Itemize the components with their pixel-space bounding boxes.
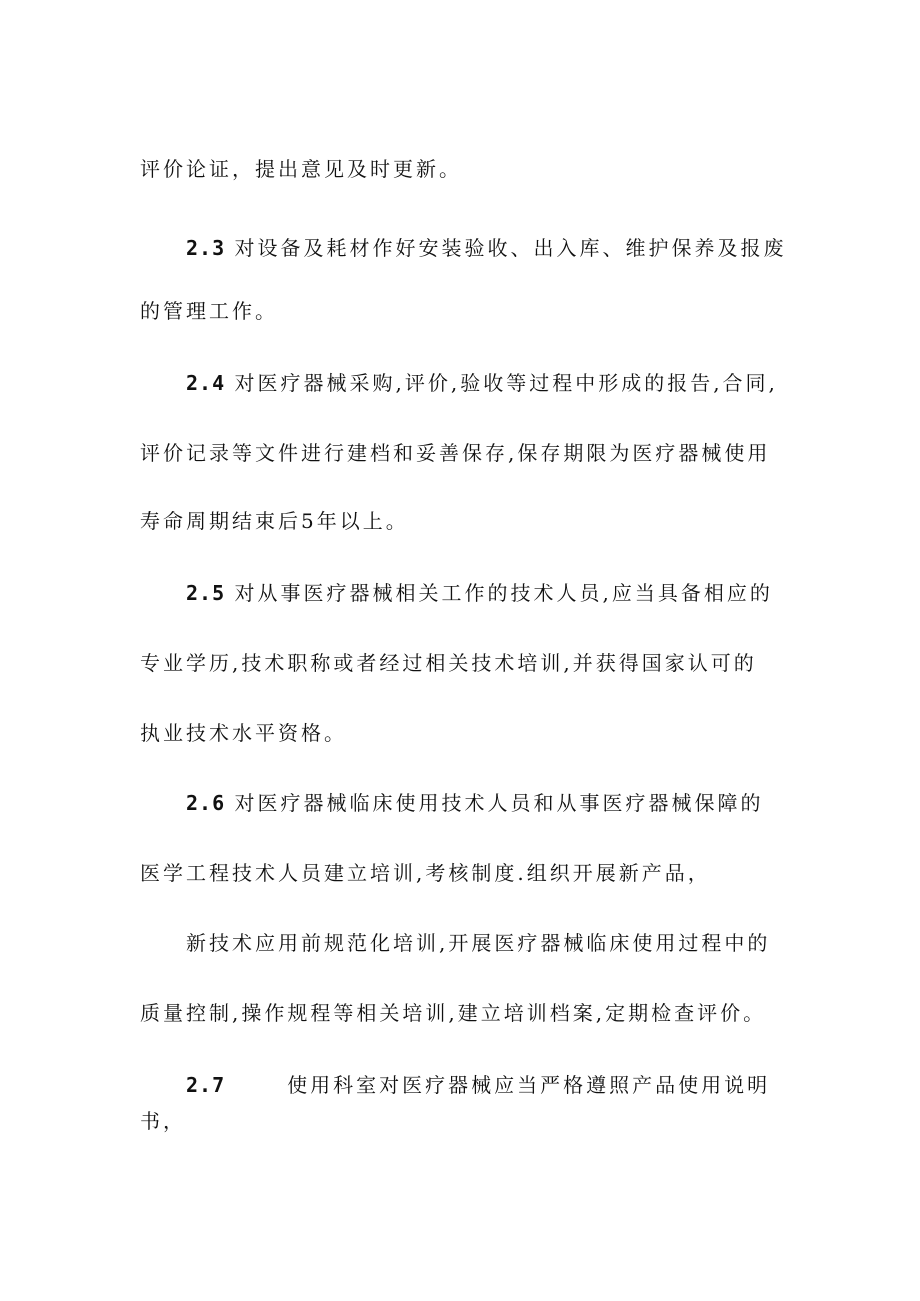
text-line — [140, 295, 920, 327]
text-line — [140, 647, 920, 679]
section-number: 2.7 — [186, 1073, 226, 1097]
line-text: 寿命周期结束后5年以上。 — [140, 509, 409, 533]
line-text: 对医疗器械临床使用技术人员和从事医疗器械保障的 — [234, 791, 764, 815]
text-line — [140, 505, 920, 537]
line-text: 对医疗器械采购,评价,验收等过程中形成的报告,合同, — [234, 371, 778, 395]
text-line — [140, 1105, 920, 1137]
text-line — [140, 437, 920, 469]
text-line — [140, 153, 920, 185]
line-text: 评价论证，提出意见及时更新。 — [140, 157, 462, 181]
text-line — [140, 857, 920, 889]
line-text: 专业学历,技术职称或者经过相关技术培训,并获得国家认可的 — [140, 651, 757, 675]
text-line — [186, 927, 920, 959]
line-text: 对设备及耗材作好安装验收、出入库、维护保养及报废 — [234, 236, 787, 260]
line-text: 书， — [140, 1109, 186, 1133]
line-text: 使用科室对医疗器械应当严格遵照产品使用说明 — [287, 1073, 771, 1097]
line-text: 医学工程技术人员建立培训,考核制度.组织开展新产品， — [140, 861, 711, 885]
paragraph-2-7 — [186, 1069, 920, 1101]
section-number: 2.5 — [186, 581, 226, 605]
line-text: 执业技术水平资格。 — [140, 721, 347, 745]
paragraph-2-3 — [186, 232, 920, 264]
line-text: 新技术应用前规范化培训,开展医疗器械临床使用过程中的 — [186, 931, 771, 955]
line-text: 对从事医疗器械相关工作的技术人员,应当具备相应的 — [234, 581, 773, 605]
section-number: 2.4 — [186, 371, 226, 395]
text-line — [140, 997, 920, 1029]
paragraph-2-6 — [186, 787, 920, 819]
line-text: 的管理工作。 — [140, 299, 278, 323]
line-text: 评价记录等文件进行建档和妥善保存,保存期限为医疗器械使用 — [140, 441, 771, 465]
text-line — [140, 717, 920, 749]
paragraph-2-4 — [186, 367, 920, 399]
paragraph-2-5 — [186, 577, 920, 609]
section-number: 2.3 — [186, 236, 226, 260]
section-number: 2.6 — [186, 791, 226, 815]
line-text: 质量控制,操作规程等相关培训,建立培训档案,定期检查评价。 — [140, 1001, 767, 1025]
